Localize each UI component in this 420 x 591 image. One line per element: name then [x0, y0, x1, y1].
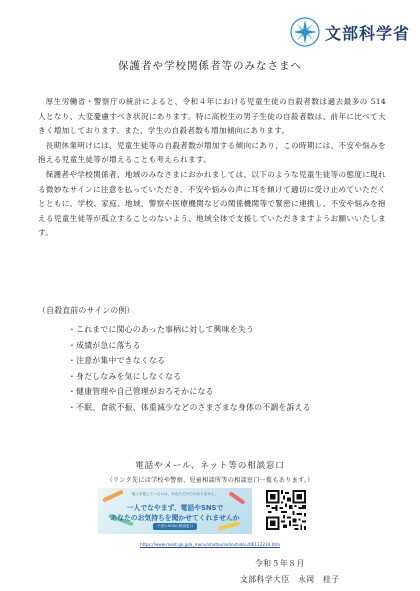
issue-date: 令和５年８月: [255, 559, 305, 568]
signs-heading: （自殺直前のサインの例）: [38, 306, 135, 315]
pencil-decoration: [218, 521, 240, 531]
signature: 文部科学大臣 永岡 桂子: [240, 575, 340, 584]
list-item: ・不眠、食欲不振、体重減少などのさまざまな身体の不調を訴える: [68, 402, 311, 412]
request-section: [38, 168, 386, 241]
banner-tag: 子供のSOSの相談窓口: [153, 523, 197, 530]
consult-note: （リンク先には学校や警察、児童相談所等の相談窓口一覧もあります。）: [106, 477, 314, 484]
signs-list: [68, 322, 311, 416]
consult-banner[interactable]: [98, 488, 252, 534]
intro-section: [38, 95, 386, 168]
mext-logo: [290, 17, 412, 47]
qr-code-icon[interactable]: [266, 490, 306, 530]
list-item: ・健康管理や自己管理がおろそかになる: [68, 387, 214, 397]
list-item: ・身だしなみを気にしなくなる: [68, 371, 182, 381]
consult-url-link[interactable]: https://www.mext.go.jp/a_menu/shotou/seitoshidou/06112210.htm: [139, 542, 281, 547]
mext-logo-icon: [290, 17, 320, 47]
banner-headline-2: あなたのお気持ちを聞かせてくれませんか: [110, 514, 240, 522]
paragraph-holiday: 長期休業明けには、児童生徒等の自殺者数が増加する傾向にあり、この時期には、不安や悩みを抱える児童生徒等が増えることも考えられます。: [38, 140, 386, 165]
list-item: ・成績が急に落ちる: [68, 340, 141, 350]
paragraph-request: 保護者や学校関係者、地域のみなさまにおかれましては、以下のような児童生徒等の態度に現れる微妙なサインに注意を払っていただき、不安や悩みの声に耳を傾けて適切に受け止めていただくとともに、学校、家庭、地域、警察や医療機関などの関係機関等で緊密に連携し、不安や悩みを抱える児童生徒等が孤立することのないよう、地域全体で支援していただきますようお願いいたします。: [38, 170, 386, 238]
page-title: 保護者や学校関係者等のみなさまへ: [118, 60, 302, 72]
banner-subtext: 悩みを抱えているのは、あなただけではありません。: [131, 492, 219, 496]
consult-heading: 電話やメール、ネット等の相談窓口: [135, 461, 285, 471]
mext-logo-text: 文部科学省: [325, 23, 411, 43]
banner-headline-1: 一人でなやまず、電話やSNSで: [126, 504, 224, 512]
list-item: ・これまでに関心のあった事柄に対して興味を失う: [68, 325, 255, 334]
paragraph-statistics: 厚生労働省・警察庁の統計によると、令和４年における児童生徒の自殺者数は過去最多の 514 人となり、大変憂慮すべき状況にあります。特に高校生の男子生徒の自殺者数は、前年に比べて大きく増加しております。また、学生の自殺者数も増加傾向にあります。: [38, 97, 386, 136]
list-item: ・注意が集中できなくなる: [68, 356, 166, 366]
